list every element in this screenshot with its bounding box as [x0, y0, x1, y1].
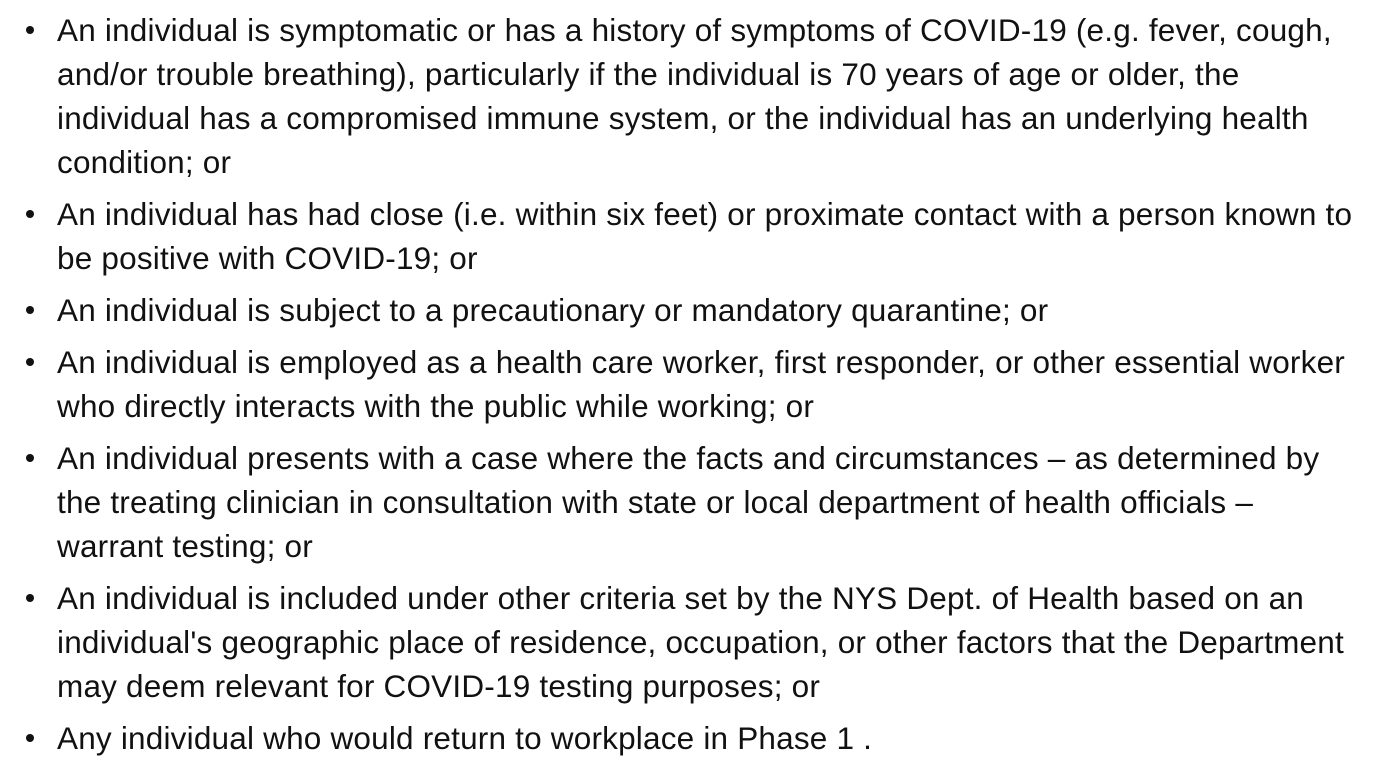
list-item [26, 340, 1358, 428]
bullet-icon [26, 576, 57, 620]
list-item [26, 8, 1358, 184]
list-item [26, 716, 1358, 760]
list-item [26, 436, 1358, 568]
list-item-text: An individual is included under other criteria set by the NYS Dept. of Health based on an individual's geographic place of residence, occupation, or other factors that the Department may deem relevant for COVID-19 testing purposes; or [57, 580, 1344, 704]
bullet-icon [26, 340, 57, 384]
list-item-text: An individual has had close (i.e. within six feet) or proximate contact with a person known to be positive with COVID-19; or [57, 196, 1353, 276]
list-item-text: An individual is subject to a precautionary or mandatory quarantine; or [57, 292, 1049, 328]
list-item-text: An individual is symptomatic or has a history of symptoms of COVID-19 (e.g. fever, cough, and/or trouble breathing), particularly if the individual is 70 years of age or older, the individual has a compromised immune system, or the individual has an underlying health condition; or [57, 12, 1332, 180]
list-item [26, 288, 1358, 332]
bullet-icon [26, 436, 57, 480]
list-item [26, 192, 1358, 280]
list-item [26, 576, 1358, 708]
list-item-text: An individual presents with a case where the facts and circumstances – as determined by the treating clinician in consultation with state or local department of health officials – warrant testing; or [57, 440, 1320, 564]
bullet-icon [26, 192, 57, 236]
list-item-text: An individual is employed as a health care worker, first responder, or other essential worker who directly interacts with the public while working; or [57, 344, 1345, 424]
bullet-icon [26, 288, 57, 332]
bullet-icon [26, 8, 57, 52]
bullet-icon [26, 716, 57, 760]
list-item-text: Any individual who would return to workplace in Phase 1 . [57, 720, 873, 756]
